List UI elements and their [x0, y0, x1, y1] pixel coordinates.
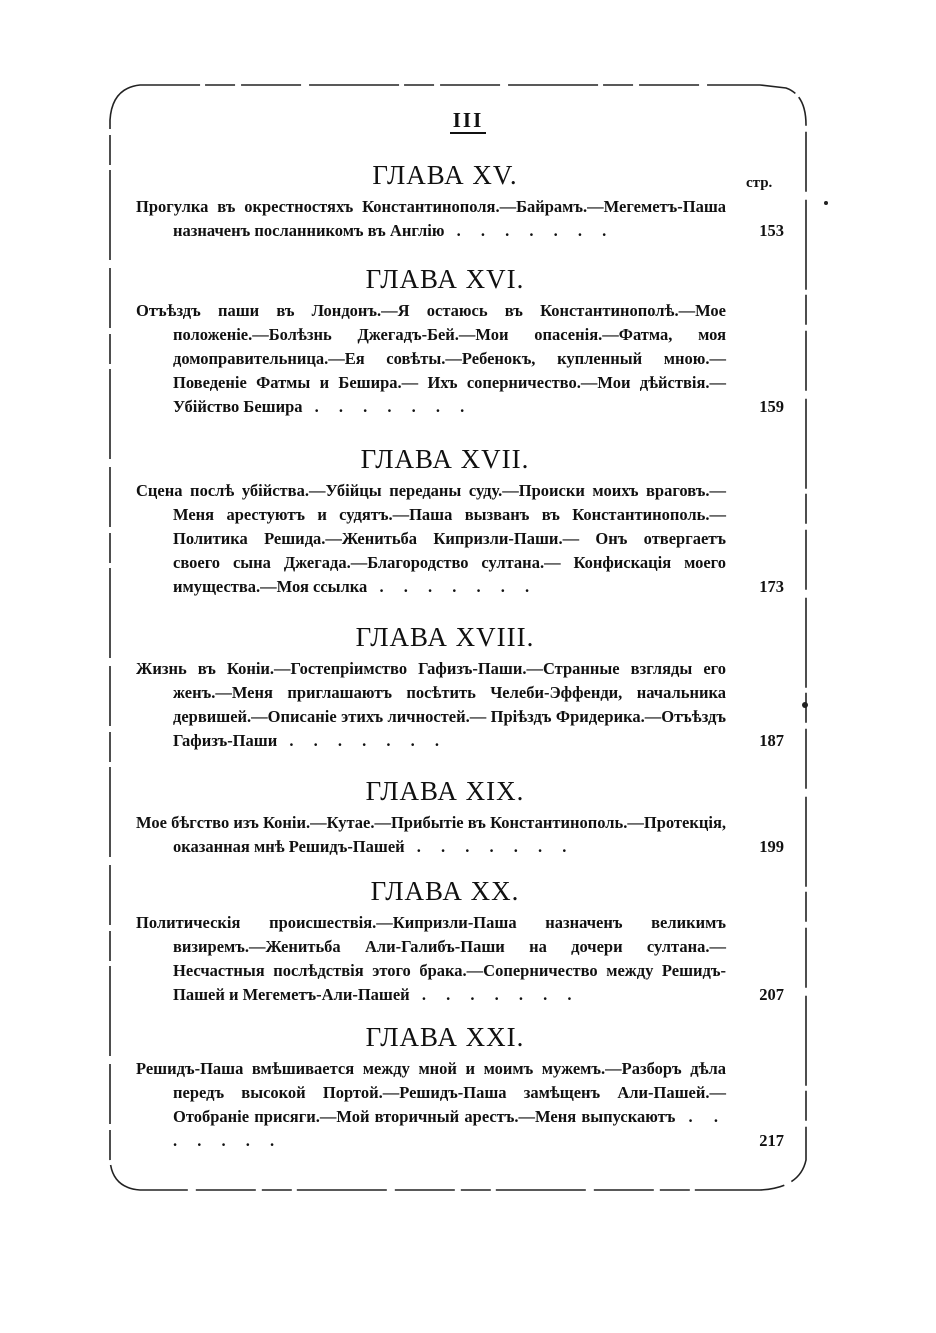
chapter-18: [136, 622, 784, 753]
chapter-entry: [136, 299, 784, 419]
chapter-title: ГЛАВА XV.: [372, 160, 518, 190]
chapter-title: ГЛАВА XX.: [370, 876, 520, 906]
chapter-summary: Решидъ-Паша вмѣшивается между мной и моимъ мужемъ.—Разборъ дѣла передъ высокой Портой.—Решидъ-Паша замѣщенъ Али-Пашей.—Отобраніе присяги.—Мой вторичный арестъ.—Меня выпускаютъ . . . . . . .: [136, 1059, 726, 1150]
chapter-title: ГЛАВА XXI.: [365, 1022, 525, 1052]
chapter-page: 173: [759, 577, 784, 596]
chapter-summary: Сцена послѣ убійства.—Убійцы переданы суду.—Происки моихъ враговъ.—Меня арестуютъ и судятъ.—Паша вызванъ въ Константинополь.— Политика Решида.—Женитьба Кипризли-Паши.— Онъ отвергаетъ своего сына Джегада.—Благородство султана.— Конфискація моего имущества.—Моя ссылка . . . . . . .: [136, 481, 726, 596]
chapter-summary: Отъѣздъ паши въ Лондонъ.—Я остаюсь въ Константинополѣ.—Мое положеніе.—Болѣзнь Джегадъ-Бей.—Мои опасенія.—Фатма, моя домоправительница.—Ея совѣты.—Ребенокъ, купленный мною.—Поведеніе Фатмы и Бешира.— Ихъ соперничество.—Мои дѣйствія.— Убійство Бешира . . . . . . .: [136, 301, 726, 416]
chapter-page: 159: [759, 397, 784, 416]
chapter-title: ГЛАВА XVI.: [365, 264, 525, 294]
chapter-summary: Прогулка въ окрестностяхъ Константинополя.—Байрамъ.—Мегеметъ-Паша назначенъ посланникомъ въ Англію . . . . . . .: [136, 197, 726, 240]
chapter-page: 199: [759, 837, 784, 856]
chapter-entry: [136, 811, 784, 859]
chapter-19: [136, 776, 784, 859]
chapter-summary: Мое бѣгство изъ Коніи.—Кутае.—Прибытіе въ Константинополь.—Протекція, оказанная мнѣ Решидъ-Пашей . . . . . . .: [136, 813, 726, 856]
chapter-entry: [136, 657, 784, 753]
chapter-page: 217: [759, 1131, 784, 1150]
leader-dots: . . . . . . .: [367, 577, 538, 596]
chapter-summary: Политическія происшествія.—Кипризли-Паша назначенъ великимъ визиремъ.—Женитьба Али-Галибъ-Паши на дочери султана.— Несчастныя послѣдствія этого брака.—Соперничество между Решидъ-Пашей и Мегеметъ-Али-Пашей . . . . . . .: [136, 913, 726, 1004]
chapter-summary: Жизнь въ Коніи.—Гостепріимство Гафизъ-Паши.—Странные взгляды его женъ.—Меня приглашаютъ посѣтить Челеби-Эффенди, начальника дервишей.—Описаніе этихъ личностей.— Пріѣздъ Фридерика.—Отъѣздъ Гафизъ-Паши . . . . . . .: [136, 659, 726, 750]
chapter-17: [136, 444, 784, 599]
chapter-title: ГЛАВА XVII.: [360, 444, 530, 474]
leader-dots: . . . . . . .: [173, 1107, 726, 1150]
chapter-entry: [136, 1057, 784, 1153]
page-column-label: стр.: [746, 175, 773, 191]
leader-dots: . . . . . . .: [302, 397, 473, 416]
chapter-16: [136, 264, 784, 419]
chapter-page: 207: [759, 985, 784, 1004]
chapter-entry: [136, 911, 784, 1007]
page-number: III: [0, 108, 936, 133]
chapter-page: 153: [759, 221, 784, 240]
chapter-entry: [136, 195, 784, 243]
leader-dots: . . . . . . .: [444, 221, 615, 240]
chapter-entry: [136, 479, 784, 599]
chapter-title: ГЛАВА XIX.: [365, 776, 525, 806]
leader-dots: . . . . . . .: [277, 731, 447, 750]
leader-dots: . . . . . . .: [404, 837, 575, 856]
chapter-page: 187: [759, 731, 784, 750]
chapter-20: [136, 876, 784, 1007]
chapter-21: [136, 1022, 784, 1153]
leader-dots: . . . . . . .: [409, 985, 580, 1004]
chapter-15: [136, 160, 784, 243]
chapter-title: ГЛАВА XVIII.: [355, 622, 535, 652]
